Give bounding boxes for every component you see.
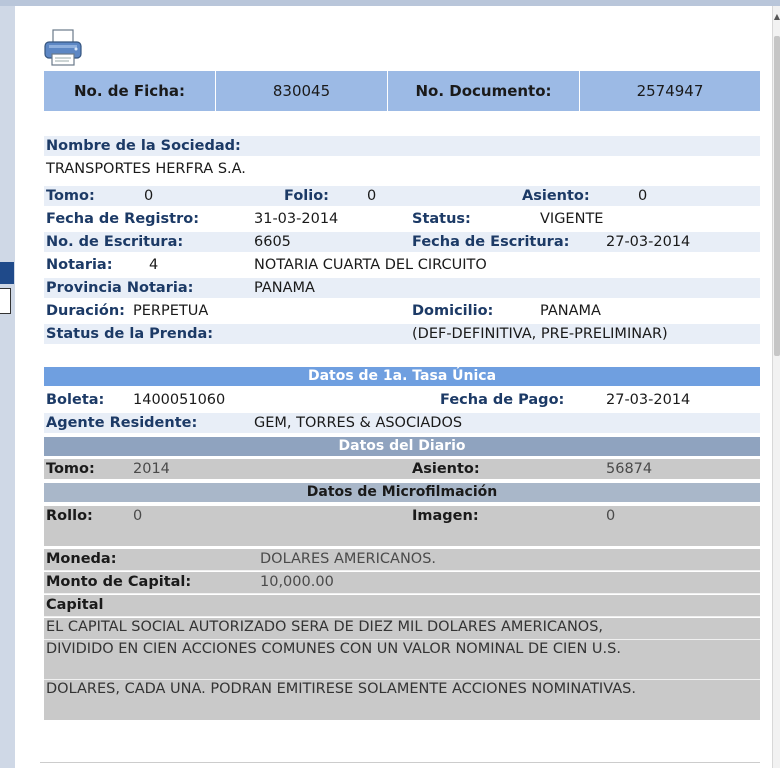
imagen-value: 0	[606, 508, 616, 524]
duracion-value: PERPETUA	[133, 303, 209, 319]
boleta-label: Boleta:	[46, 392, 105, 408]
fecha-escritura-label: Fecha de Escritura:	[412, 234, 570, 250]
agente-row	[44, 413, 760, 433]
duracion-row	[44, 301, 760, 321]
diario-title: Datos del Diario	[44, 437, 760, 456]
left-panel-field[interactable]	[0, 288, 11, 314]
rollo-value: 0	[133, 508, 143, 524]
documento-label: No. Documento:	[388, 71, 580, 111]
imagen-label: Imagen:	[412, 508, 479, 524]
asiento-label: Asiento:	[522, 188, 590, 204]
escritura-label: No. de Escritura:	[46, 234, 184, 250]
duracion-label: Duración:	[46, 303, 125, 319]
monto-label: Monto de Capital:	[46, 574, 192, 590]
notaria-row	[44, 255, 760, 275]
printer-icon[interactable]	[41, 28, 87, 68]
fecha-registro-label: Fecha de Registro:	[46, 211, 199, 227]
monto-value: 10,000.00	[260, 574, 334, 590]
diario-asiento-value: 56874	[606, 461, 653, 477]
status-label: Status:	[412, 211, 471, 227]
fecha-escritura-value: 27-03-2014	[606, 234, 691, 250]
notaria-number: 4	[149, 257, 159, 273]
fecha-registro-value: 31-03-2014	[254, 211, 339, 227]
monto-row	[44, 572, 760, 593]
agente-label: Agente Residente:	[46, 415, 198, 431]
scroll-up-arrow-icon[interactable]: ▲	[773, 12, 780, 21]
microfilm-row	[44, 506, 760, 528]
diario-asiento-label: Asiento:	[412, 461, 480, 477]
notaria-label: Notaria:	[46, 257, 113, 273]
provincia-label: Provincia Notaria:	[46, 280, 194, 296]
fecha-pago-label: Fecha de Pago:	[440, 392, 565, 408]
rollo-label: Rollo:	[46, 508, 93, 524]
provincia-row	[44, 278, 760, 298]
diario-row	[44, 459, 760, 479]
prenda-value: (DEF-DEFINITIVA, PRE-PRELIMINAR)	[412, 326, 668, 342]
escritura-row	[44, 232, 760, 252]
diario-tomo-label: Tomo:	[46, 461, 95, 477]
diario-tomo-value: 2014	[133, 461, 170, 477]
notaria-value: NOTARIA CUARTA DEL CIRCUITO	[254, 257, 487, 273]
boleta-row	[44, 390, 760, 410]
divider	[44, 593, 760, 594]
escritura-value: 6605	[254, 234, 291, 250]
prenda-row	[44, 324, 760, 344]
divider	[44, 570, 760, 571]
divider	[44, 616, 760, 617]
capital-text-line-2: DIVIDIDO EN CIEN ACCIONES COMUNES CON UN VALOR NOMINAL DE CIEN U.S.	[44, 640, 760, 679]
documento-value: 2574947	[636, 82, 704, 100]
tomo-folio-asiento-row	[44, 186, 760, 206]
nombre-sociedad-value-row	[44, 159, 760, 179]
capital-text-line-1: EL CAPITAL SOCIAL AUTORIZADO SERA DE DIEZ MIL DOLARES AMERICANOS,	[44, 618, 760, 639]
spacer	[44, 528, 760, 546]
provincia-value: PANAMA	[254, 280, 315, 296]
agente-value: GEM, TORRES & ASOCIADOS	[254, 415, 463, 431]
bottom-divider	[40, 762, 760, 763]
scrollbar-thumb[interactable]	[774, 36, 780, 356]
header-table	[44, 71, 760, 111]
capital-label-row	[44, 595, 760, 616]
folio-value: 0	[367, 188, 377, 204]
nombre-sociedad-value: TRANSPORTES HERFRA S.A.	[46, 161, 246, 177]
fecha-registro-row	[44, 209, 760, 229]
folio-label: Folio:	[284, 188, 329, 204]
nombre-sociedad-row	[44, 136, 760, 156]
fecha-pago-value: 27-03-2014	[606, 392, 691, 408]
tasa-unica-title: Datos de 1a. Tasa Única	[44, 367, 760, 386]
domicilio-label: Domicilio:	[412, 303, 494, 319]
capital-text-line-3: DOLARES, CADA UNA. PODRAN EMITIRESE SOLAMENTE ACCIONES NOMINATIVAS.	[44, 680, 760, 720]
boleta-value: 1400051060	[133, 392, 226, 408]
tomo-value: 0	[144, 188, 154, 204]
ficha-value: 830045	[216, 71, 388, 111]
tomo-label: Tomo:	[46, 188, 95, 204]
capital-label: Capital	[46, 597, 104, 613]
microfilmacion-title: Datos de Microfilmación	[44, 483, 760, 502]
status-value: VIGENTE	[540, 211, 604, 227]
moneda-row	[44, 549, 760, 570]
moneda-label: Moneda:	[46, 551, 117, 567]
moneda-value: DOLARES AMERICANOS.	[260, 551, 437, 567]
asiento-value: 0	[638, 188, 648, 204]
ficha-label: No. de Ficha:	[44, 71, 216, 111]
domicilio-value: PANAMA	[540, 303, 601, 319]
vertical-scrollbar[interactable]	[772, 6, 780, 768]
nombre-sociedad-label: Nombre de la Sociedad:	[46, 138, 241, 154]
left-panel-tab[interactable]	[0, 262, 14, 284]
prenda-label: Status de la Prenda:	[46, 326, 214, 342]
